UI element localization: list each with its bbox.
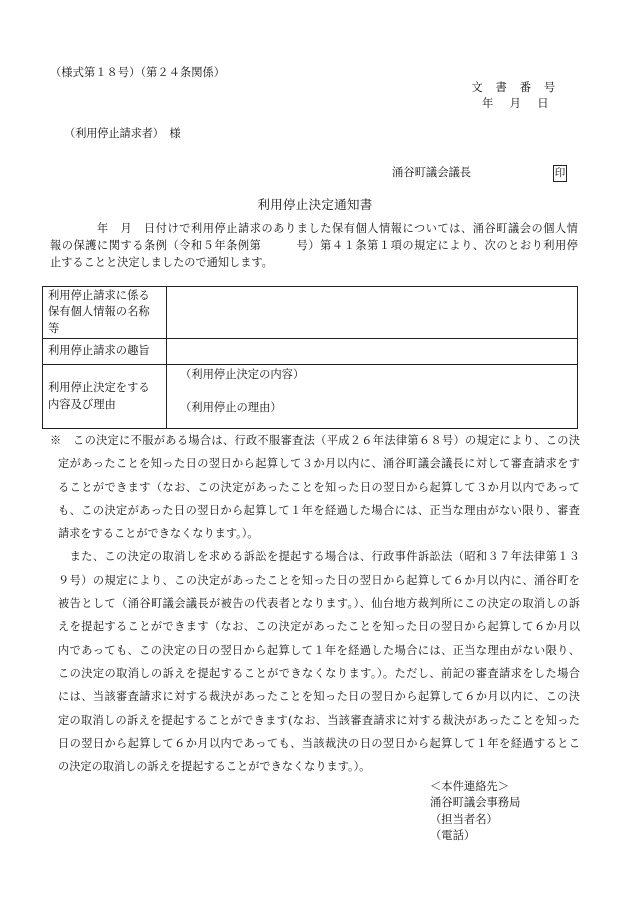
label-line: 利用停止請求の趣旨 <box>48 344 150 358</box>
lawsuit-note-line: えを提起することができます（なお、この決定があったことを知った日の翌日から起算して６か月以 <box>58 620 580 634</box>
value-line: （利用停止の理由） <box>180 401 282 414</box>
intro-line: 止することと決定しましたので通知します。 <box>50 256 273 269</box>
seal-box: 印 <box>553 165 567 182</box>
lawsuit-note-line: 内であっても、この決定の日の翌日から起算して１年を経過した場合には、正当な理由がない限り、 <box>58 643 580 657</box>
appeal-note-line: 請求をすることができなくなります。）。 <box>58 527 259 541</box>
table-row <box>43 365 578 429</box>
lawsuit-note-line: には、当該審査請求に対する裁決があったことを知った日の翌日から起算して６か月以内に、この決 <box>58 690 580 704</box>
date-label: 年 月 日 <box>482 97 551 110</box>
recipient: （利用停止請求者） 様 <box>64 127 181 140</box>
document-number-label: 文 書 番 号 <box>471 81 556 94</box>
appeal-note-line: ることができます（なお、この決定があったことを知った日の翌日から起算して３か月以内であって <box>58 480 580 494</box>
label-line: 等 <box>48 321 60 335</box>
notes-section <box>50 429 580 778</box>
label-cell <box>43 287 167 339</box>
document-title: 利用停止決定通知書 <box>257 197 373 212</box>
appeal-note-line: ※ この決定に不服がある場合は、行政不服審査法（平成２６年法律第６８号）の規定により、この決 <box>50 434 580 447</box>
label-line: 内容及び理由 <box>48 397 116 411</box>
value-cell <box>167 339 578 365</box>
label-cell <box>43 365 167 429</box>
lawsuit-note-line: ９号）の規定により、この決定があったことを知った日の翌日から起算して６か月以内に、涌谷町を <box>58 573 580 587</box>
value-line: （利用停止決定の内容） <box>180 368 305 381</box>
contact-office: 涌谷町議会事務局 <box>430 796 521 810</box>
table-row <box>43 287 578 339</box>
contact-heading: ＜本件連絡先＞ <box>430 780 510 793</box>
label-cell <box>43 339 167 365</box>
lawsuit-note-line: 被告として（涌谷町議会議長が被告の代表者となります。）、仙台地方裁判所にこの決定の取消しの訴 <box>58 597 580 611</box>
label-line: 保有個人情報の名称 <box>48 305 150 319</box>
lawsuit-note-line: この決定の取消しの訴えを提起することができなくなります。）。ただし、前記の審査請求をした場合 <box>58 666 580 680</box>
lawsuit-note-line: 日の翌日から起算して６か月以内であっても、当該裁決の日の翌日から起算して１年を経過するとこ <box>58 736 580 750</box>
sender: 涌谷町議会議長 <box>392 166 472 179</box>
intro-line: 年 月 日付けで利用停止請求のありました保有個人情報については、涌谷町議会の個人情 <box>50 222 578 235</box>
contact-phone: （電話） <box>430 828 476 842</box>
contact-person: （担当者名） <box>430 812 498 826</box>
label-line: 利用停止請求に係る <box>48 288 150 302</box>
lawsuit-note-line: 定の取消しの訴えを提起することができます(なお、当該審査請求に対する裁決があったことを知った <box>58 713 580 727</box>
label-line: 利用停止決定をする <box>48 381 150 394</box>
intro-line: 報の保護に関する条例（令和５年条例第 号）第４１条第１項の規定により、次のとおり利用停 <box>50 239 578 252</box>
appeal-note-line: 定があったことを知った日の翌日から起算して３か月以内に、涌谷町議会議長に対して審査請求をす <box>58 457 580 471</box>
value-cell <box>167 287 578 339</box>
contact-block <box>430 779 520 844</box>
form-reference: （様式第１８号）（第２４条関係） <box>50 66 226 79</box>
intro-paragraph <box>50 220 578 271</box>
value-cell <box>167 365 578 429</box>
lawsuit-note-line: また、この決定の取消しを求める訴訟を提起する場合は、行政事件訴訟法（昭和３７年法律第１３ <box>58 550 580 564</box>
table-row <box>43 339 578 365</box>
appeal-note-line: も、この決定があった日の翌日から起算して１年を経過した場合には、正当な理由がない限り、審査 <box>58 503 580 517</box>
lawsuit-note-line: の決定の取消しの訴えを提起することができなくなります。）。 <box>58 760 371 774</box>
decision-table <box>42 286 578 429</box>
